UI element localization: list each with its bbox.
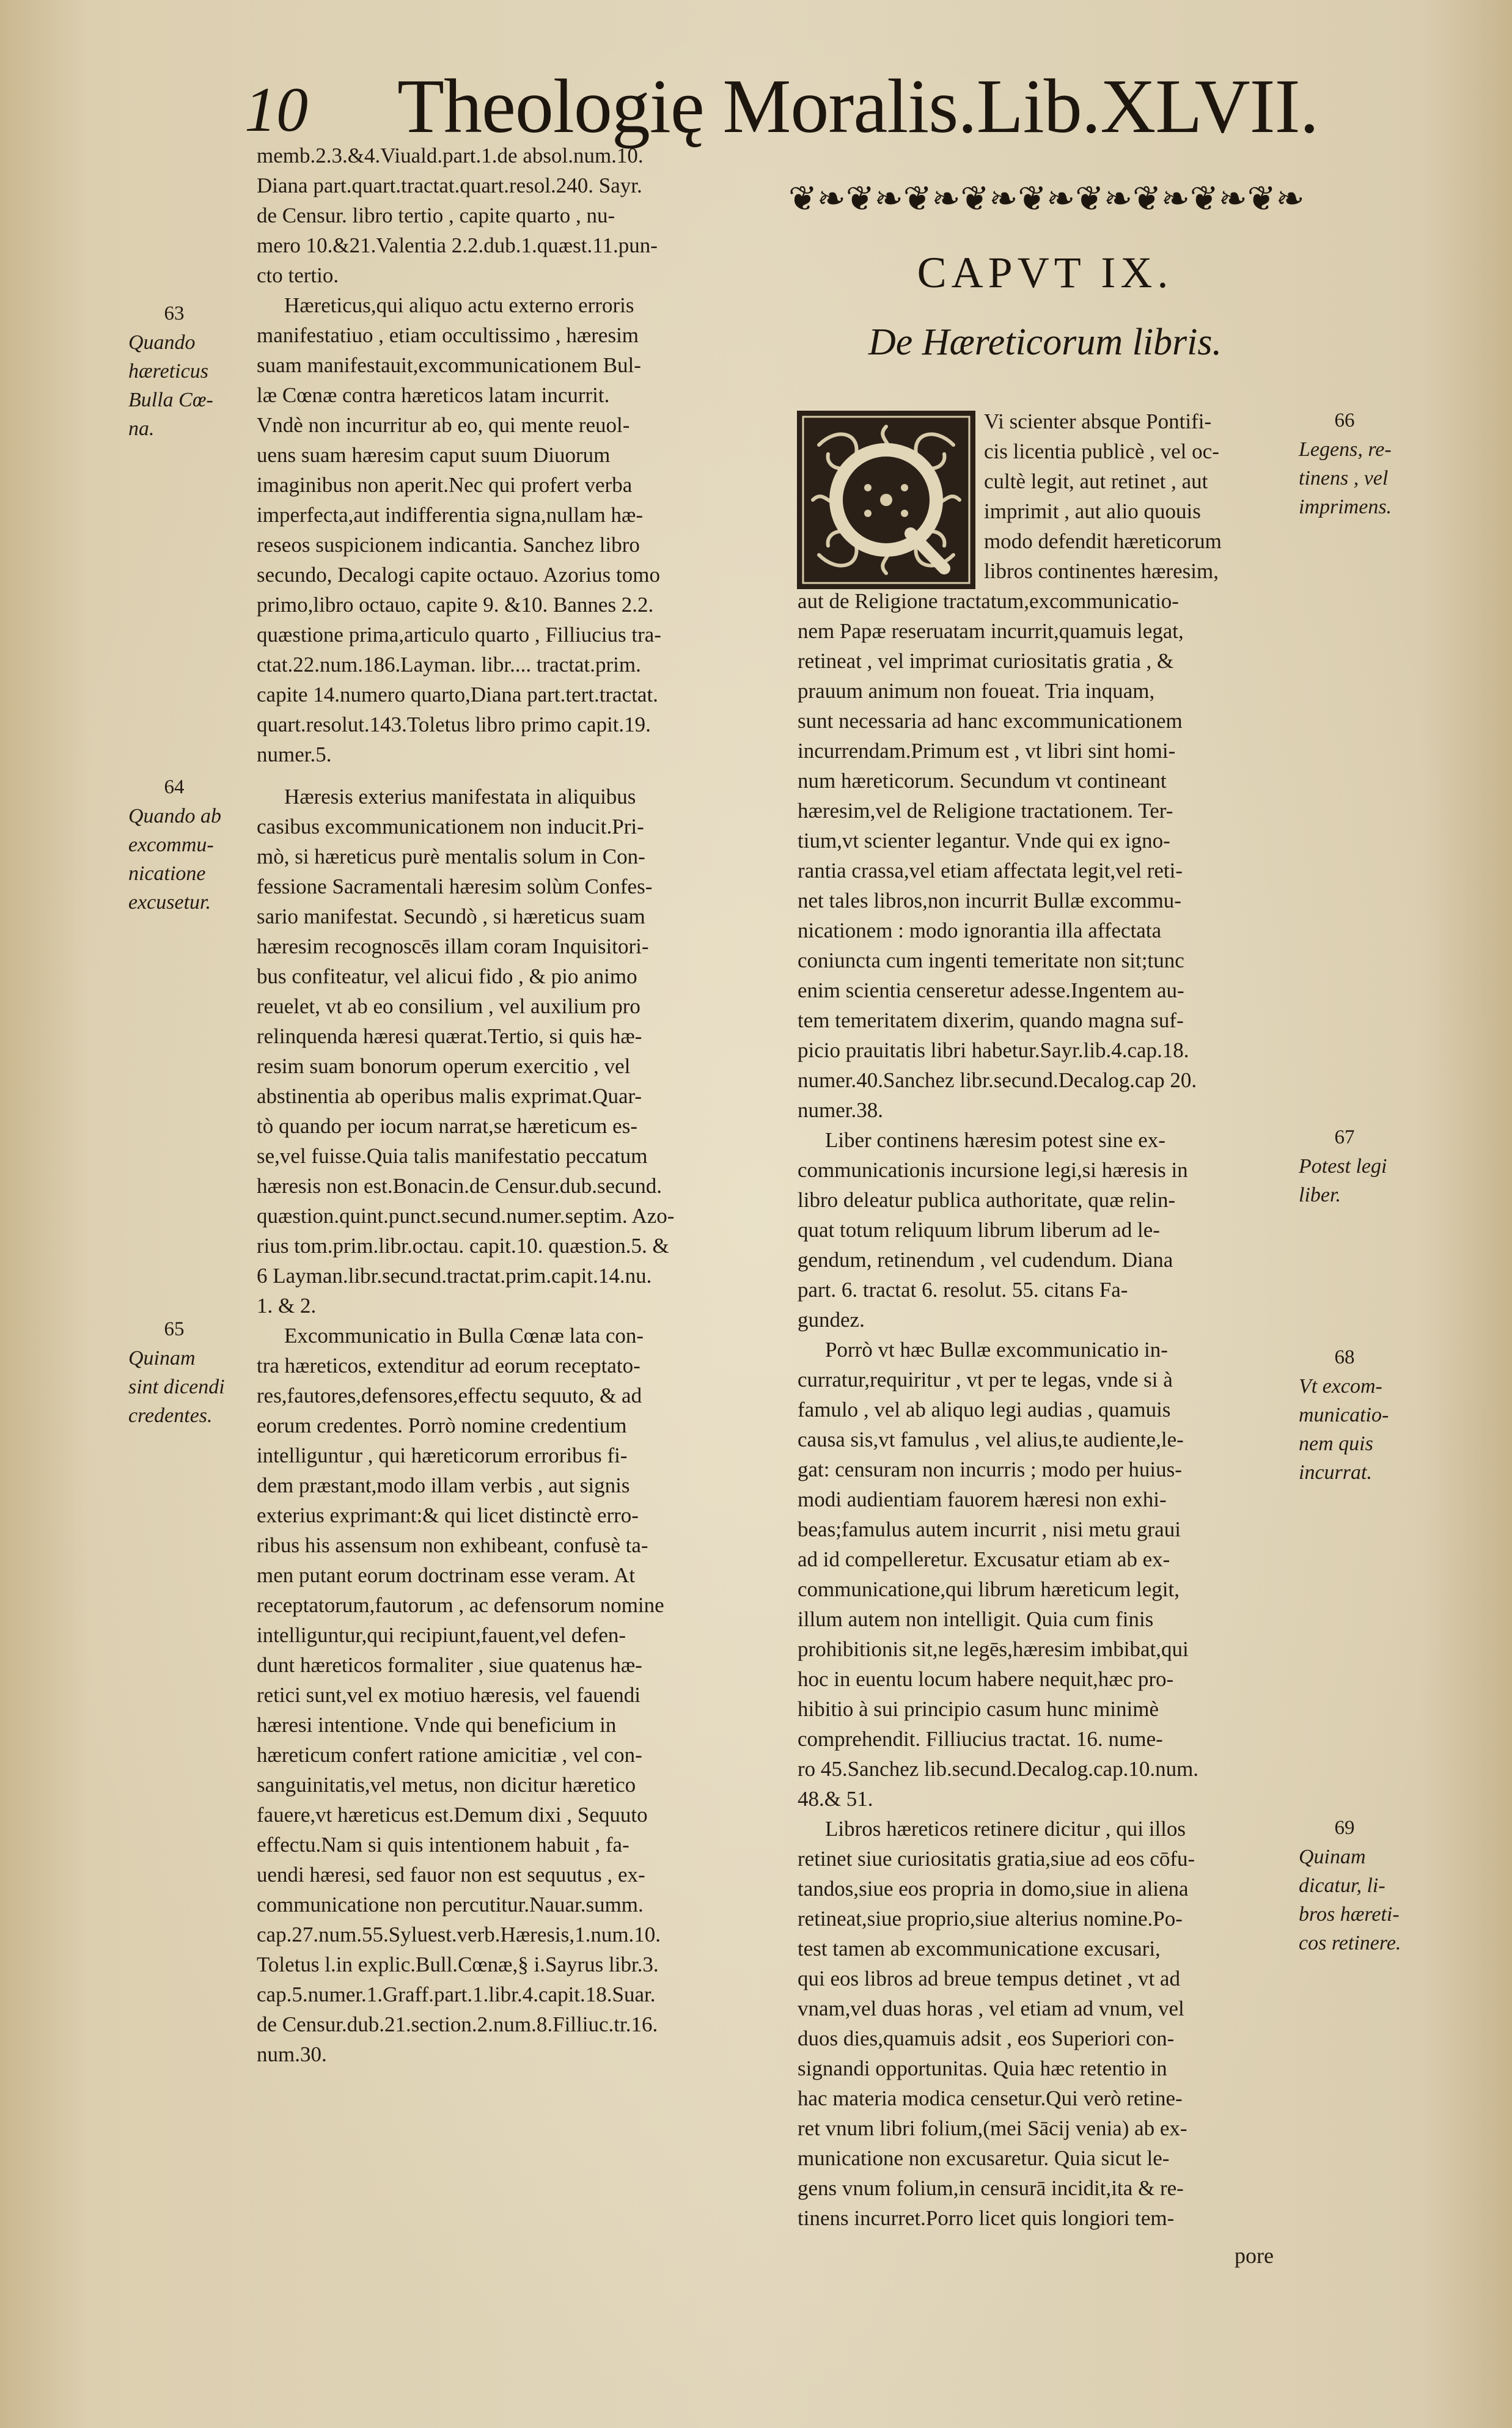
margin-note-number: 67 xyxy=(1334,1126,1355,1148)
text-line: manifestatiuo , etiam occultissimo , hæresim xyxy=(257,323,639,347)
text-line: retineat,siue proprio,siue alterius nomine.Po- xyxy=(798,1907,1183,1931)
margin-note-number: 65 xyxy=(164,1318,185,1340)
text-line: picio prauitatis libri habetur.Sayr.lib.4.cap.18. xyxy=(798,1038,1189,1062)
ornament-fleuron-icon: ❦ xyxy=(903,178,932,219)
text-line: beas;famulus autem incurrit , nisi metu graui xyxy=(798,1517,1181,1541)
left-column xyxy=(257,141,764,2069)
ornament-fleuron-icon: ❧ xyxy=(931,178,961,219)
margin-note-line: cos retinere. xyxy=(1299,1932,1401,1954)
text-line: ctat.22.num.186.Layman. libr.... tractat.prim. xyxy=(257,653,641,677)
text-line: num.30. xyxy=(257,2042,327,2066)
margin-note-line: Legens, re- xyxy=(1299,438,1392,461)
text-line: modi audientiam fauorem hæresi non exhi- xyxy=(798,1487,1167,1511)
text-line: retinet siue curiositatis gratia,siue ad eos cōfu- xyxy=(798,1847,1195,1871)
text-line: duos dies,quamuis adsit , eos Superiori con- xyxy=(798,2026,1175,2050)
text-line: libro deleatur publica authoritate, quæ relin- xyxy=(798,1188,1176,1212)
margin-note-line: na. xyxy=(128,417,155,440)
text-line: quat totum reliquum librum liberum ad le- xyxy=(798,1218,1160,1242)
margin-note-line: Bulla Cœ- xyxy=(128,389,213,411)
text-line: gens vnum folium,in censurā incidit,ita & re- xyxy=(798,2176,1184,2200)
text-line: intelliguntur , qui hæreticorum erroribus fi- xyxy=(257,1443,628,1467)
text-line: de Censur. libro tertio , capite quarto , nu- xyxy=(257,204,615,227)
margin-note-number: 64 xyxy=(164,776,185,798)
text-line: sunt necessaria ad hanc excommunicationem xyxy=(798,709,1183,733)
text-line: casibus excommunicationem non inducit.Pri- xyxy=(257,815,644,838)
margin-note-line: imprimens. xyxy=(1299,496,1392,518)
text-line: num hæreticorum. Secundum vt contineant xyxy=(798,769,1167,793)
margin-note-line: tinens , vel xyxy=(1299,467,1389,490)
text-line: tinens incurret.Porro licet quis longiori tem- xyxy=(798,2206,1175,2230)
text-line: tandos,siue eos propria in domo,siue in aliena xyxy=(798,1877,1189,1901)
text-line: aut de Religione tractatum,excommunicatio- xyxy=(798,589,1179,613)
text-line: relinquenda hæresi quærat.Tertio, si quis hæ- xyxy=(257,1024,642,1048)
text-line: secundo, Decalogi capite octauo. Azorius tomo xyxy=(257,563,660,587)
text-line: quæstione prima,articulo quarto , Filliucius tra- xyxy=(257,623,661,647)
text-line: capite 14.numero quarto,Diana part.tert.tractat. xyxy=(257,683,658,706)
text-line: tem temeritatem dixerim, quando magna suf- xyxy=(798,1008,1184,1032)
text-line: uendi hæresi, sed fauor non est sequutus , ex- xyxy=(257,1863,645,1887)
text-line: Porrò vt hæc Bullæ excommunicatio in- xyxy=(825,1338,1168,1362)
text-line: quart.resolut.143.Toletus libro primo capit.19. xyxy=(257,713,651,736)
text-line: fessione Sacramentali hæresim solùm Confes- xyxy=(257,875,653,898)
margin-note-line: municatio- xyxy=(1299,1404,1389,1426)
text-line: incurrendam.Primum est , vt libri sint homi- xyxy=(798,739,1176,763)
text-line: numer.38. xyxy=(798,1098,883,1122)
ornament-fleuron-icon: ❧ xyxy=(817,178,846,219)
ornament-fleuron-icon: ❦ xyxy=(1247,178,1276,219)
margin-note-line: incurrat. xyxy=(1299,1461,1372,1484)
margin-note-line: nicatione xyxy=(128,862,206,885)
text-line: curratur,requiritur , vt per te legas, vnde si à xyxy=(798,1368,1173,1392)
decorative-ornament-band xyxy=(788,177,1305,220)
text-line: Vndè non incurritur ab eo, qui mente reuol- xyxy=(257,413,630,437)
text-line: retici sunt,vel ex motiuo hæresis, vel fauendi xyxy=(257,1683,640,1707)
margin-note-line: sint dicendi xyxy=(128,1376,225,1398)
text-line: libros continentes hæresim, xyxy=(984,559,1219,583)
paragraph-gap xyxy=(257,769,764,782)
text-line: ro 45.Sanchez lib.secund.Decalog.cap.10.num. xyxy=(798,1757,1199,1781)
text-line: sario manifestat. Secundò , si hæreticus suam xyxy=(257,904,645,928)
margin-note-number: 63 xyxy=(164,303,185,325)
text-line: rantia crassa,vel etiam affectata legit,vel reti- xyxy=(798,859,1183,882)
ornament-fleuron-icon: ❧ xyxy=(1275,178,1305,219)
chapter-heading: CAPVT IX. xyxy=(917,248,1173,297)
text-line: 1. & 2. xyxy=(257,1294,317,1318)
text-line: qui eos libros ad breue tempus detinet , vt ad xyxy=(798,1967,1180,1990)
ornament-fleuron-icon: ❦ xyxy=(1132,178,1161,219)
text-line: effectu.Nam si quis intentionem habuit , fa- xyxy=(257,1833,629,1857)
running-title: Theologię Moralis.Lib.XLVII. xyxy=(397,64,1319,149)
text-line: res,fautores,defensores,effectu sequuto, & ad xyxy=(257,1384,642,1407)
text-line: suam manifestauit,excommunicationem Bul- xyxy=(257,353,641,377)
text-line: dunt hæreticos formaliter , siue quatenus hæ- xyxy=(257,1653,642,1677)
ornament-fleuron-icon: ❧ xyxy=(989,178,1018,219)
margin-note-line: excusetur. xyxy=(128,891,211,914)
text-line: sanguinitatis,vel metus, non dicitur hæretico xyxy=(257,1773,636,1797)
margin-note-line: Quando ab xyxy=(128,805,222,827)
text-line: resim suam bonorum operum exercitio , vel xyxy=(257,1054,631,1078)
text-line: ribus his assensum non exhibeant, confusè ta- xyxy=(257,1533,648,1557)
text-line: primo,libro octauo, capite 9. &10. Bannes 2.2. xyxy=(257,593,654,617)
text-line: Vi scienter absque Pontifi- xyxy=(984,409,1212,433)
margin-note-line: Quinam xyxy=(128,1347,196,1370)
text-line: nicationem : modo ignorantia illa affectata xyxy=(798,919,1162,942)
text-line: comprehendit. Filliucius tractat. 16. nume- xyxy=(798,1727,1163,1751)
margin-note-63 xyxy=(128,299,251,443)
text-line: receptatorum,fautorum , ac defensorum nomine xyxy=(257,1593,664,1617)
text-line: eorum credentes. Porrò nomine credentium xyxy=(257,1414,627,1437)
margin-note-line: Vt excom- xyxy=(1299,1375,1382,1398)
ornament-fleuron-icon: ❦ xyxy=(1075,178,1104,219)
margin-note-number: 68 xyxy=(1334,1346,1355,1368)
ornament-fleuron-icon: ❦ xyxy=(960,178,989,219)
text-line: net tales libros,non incurrit Bullæ excommu- xyxy=(798,889,1181,912)
ornament-fleuron-icon: ❧ xyxy=(1161,178,1190,219)
margin-note-69 xyxy=(1299,1814,1421,1957)
text-line: imperfecta,aut indifferentia signa,nullam hæ- xyxy=(257,503,644,527)
text-line: men putant eorum doctrinam esse veram. At xyxy=(257,1563,636,1587)
text-line: communicatione non percutitur.Nauar.summ. xyxy=(257,1893,644,1916)
margin-note-line: excommu- xyxy=(128,834,214,856)
margin-note-line: Quinam xyxy=(1299,1846,1366,1868)
text-line: imprimit , aut alio quouis xyxy=(984,499,1201,523)
text-line: reseos suspicionem indicantia. Sanchez libro xyxy=(257,533,640,557)
ornament-fleuron-icon: ❧ xyxy=(874,178,903,219)
text-line: illum autem non intelligit. Quia cum finis xyxy=(798,1607,1154,1631)
margin-note-66 xyxy=(1299,406,1421,521)
catchword: pore xyxy=(1235,2243,1274,2268)
text-line: nem Papæ reseruatam incurrit,quamuis legat, xyxy=(798,619,1184,643)
margin-note-number: 69 xyxy=(1334,1817,1355,1839)
text-line: mò, si hæreticus purè mentalis solum in Con- xyxy=(257,845,645,868)
text-line: cultè legit, aut retinet , aut xyxy=(984,469,1208,493)
text-line: cap.27.num.55.Syluest.verb.Hæresis,1.num.10. xyxy=(257,1923,661,1946)
text-line: hæresi intentione. Vnde qui beneficium in xyxy=(257,1713,617,1737)
text-line: vnam,vel duas horas , vel etiam ad vnum, vel xyxy=(798,1997,1184,2020)
margin-note-68 xyxy=(1299,1343,1421,1487)
text-line: reuelet, vt ab eo consilium , vel auxilium pro xyxy=(257,994,640,1018)
text-line: Hæresis exterius manifestata in aliquibus xyxy=(284,785,636,809)
text-line: memb.2.3.&4.Viuald.part.1.de absol.num.10. xyxy=(257,144,644,167)
text-line: hæresis non est.Bonacin.de Censur.dub.secund. xyxy=(257,1174,662,1198)
margin-note-line: credentes. xyxy=(128,1404,213,1427)
margin-note-line: hæreticus xyxy=(128,360,208,383)
text-line: communicationis incursione legi,si hæresis in xyxy=(798,1158,1188,1182)
margin-note-64 xyxy=(128,773,251,917)
text-line: Toletus l.in explic.Bull.Cœnæ,§ i.Sayrus libr.3. xyxy=(257,1953,659,1976)
margin-note-65 xyxy=(128,1315,251,1430)
text-line: causa sis,vt famulus , vel alius,te audiente,le- xyxy=(798,1428,1184,1451)
text-line: Libros hæreticos retinere dicitur , qui illos xyxy=(825,1817,1186,1841)
margin-note-line: bros hæreti- xyxy=(1299,1903,1400,1926)
text-line: de Censur.dub.21.section.2.num.8.Filliuc.tr.16. xyxy=(257,2012,658,2036)
ornament-fleuron-icon: ❦ xyxy=(1018,178,1047,219)
text-line: ad id compelleretur. Excusatur etiam ab ex- xyxy=(798,1547,1170,1571)
text-line: 6 Layman.libr.secund.tractat.prim.capit.14.nu. xyxy=(257,1264,652,1288)
text-line: cis licentia publicè , vel oc- xyxy=(984,439,1219,463)
ornament-fleuron-icon: ❧ xyxy=(1218,178,1247,219)
text-line: læ Cœnæ contra hæreticos latam incurrit. xyxy=(257,383,610,407)
text-line: intelliguntur,qui recipiunt,fauent,vel defen- xyxy=(257,1623,626,1647)
page-header xyxy=(244,64,1319,149)
text-line: fauere,vt hæreticus est.Demum dixi , Sequuto xyxy=(257,1803,648,1827)
margin-note-67 xyxy=(1299,1123,1421,1209)
text-line: gendum, retinendum , vel cudendum. Diana xyxy=(798,1248,1173,1272)
text-line: numer.40.Sanchez libr.secund.Decalog.cap 20. xyxy=(798,1068,1197,1092)
text-line: Hæreticus,qui aliquo actu externo erroris xyxy=(284,293,634,317)
text-line: prauum animum non foueat. Tria inquam, xyxy=(798,679,1155,703)
text-line: numer.5. xyxy=(257,743,332,766)
text-line: famulo , vel ab aliquo legi audias , quamuis xyxy=(798,1398,1171,1421)
text-line: uens suam hæresim caput suum Diuorum xyxy=(257,443,611,467)
ornament-fleuron-icon: ❧ xyxy=(1104,178,1133,219)
text-line: test tamen ab excommunicatione excusari, xyxy=(798,1937,1161,1960)
text-line: municatione non excusaretur. Quia sicut le- xyxy=(798,2146,1170,2170)
text-line: cap.5.numer.1.Graff.part.1.libr.4.capit.18.Suar. xyxy=(257,1982,656,2006)
text-line: Diana part.quart.tractat.quart.resol.240. Sayr. xyxy=(257,174,642,197)
text-line: modo defendit hæreticorum xyxy=(984,529,1222,553)
margin-note-line: Potest legi xyxy=(1299,1155,1387,1178)
ornament-fleuron-icon: ❦ xyxy=(1189,178,1219,219)
text-line: ret vnum libri folium,(mei Sācij venia) ab ex- xyxy=(798,2116,1187,2140)
margin-note-line: nem quis xyxy=(1299,1432,1373,1455)
ornament-fleuron-icon: ❧ xyxy=(1046,178,1076,219)
text-line: hoc in euentu locum habere nequit,hæc pro- xyxy=(798,1667,1174,1691)
text-line: enim scientia censeretur adesse.Ingentem au- xyxy=(798,978,1184,1002)
text-line: hæreticum confert ratione amicitiæ , vel con- xyxy=(257,1743,642,1767)
margin-note-number: 66 xyxy=(1334,409,1355,431)
text-line: tra hæreticos, extenditur ad eorum receptato- xyxy=(257,1354,640,1377)
text-line: 48.& 51. xyxy=(798,1787,873,1811)
text-line: Liber continens hæresim potest sine ex- xyxy=(825,1128,1165,1152)
margin-note-line: liber. xyxy=(1299,1184,1341,1206)
text-line: dem præstant,modo illam verbis , aut signis xyxy=(257,1473,630,1497)
ornament-fleuron-icon: ❦ xyxy=(788,178,817,219)
text-line: prohibitionis sit,ne legēs,hæresim imbibat,qui xyxy=(798,1637,1189,1661)
text-line: se,vel fuisse.Quia talis manifestatio peccatum xyxy=(257,1144,648,1168)
page-number: 10 xyxy=(244,75,308,145)
text-line: tò quando per iocum narrat,se hæreticum es- xyxy=(257,1114,637,1138)
text-line: imaginibus non aperit.Nec qui profert verba xyxy=(257,473,633,497)
text-line: quæstion.quint.punct.secund.numer.septim. Azo- xyxy=(257,1204,675,1228)
text-line: tium,vt scienter legantur. Vnde qui ex igno- xyxy=(798,829,1170,853)
text-line: Excommunicatio in Bulla Cœnæ lata con- xyxy=(284,1324,644,1348)
text-line: hibitio à sui principio casum hunc minimè xyxy=(798,1697,1159,1721)
text-line: retineat , vel imprimat curiositatis gratia , & xyxy=(798,649,1174,673)
text-line: signandi opportunitas. Quia hæc retentio in xyxy=(798,2056,1167,2080)
margin-note-line: dicatur, li- xyxy=(1299,1874,1385,1897)
text-line: coniuncta cum ingenti temeritate non sit;tunc xyxy=(798,948,1184,972)
text-line: hæresim recognoscēs illam coram Inquisitori- xyxy=(257,934,649,958)
text-line: mero 10.&21.Valentia 2.2.dub.1.quæst.11.pun- xyxy=(257,233,658,257)
text-line: gundez. xyxy=(798,1308,865,1332)
text-line: communicatione,qui librum hæreticum legit, xyxy=(798,1577,1180,1601)
text-line: gat: censuram non incurris ; modo per huius- xyxy=(798,1458,1182,1481)
text-line: bus confiteatur, vel alicui fido , & pio animo xyxy=(257,964,637,988)
text-line: exterius exprimant:& qui licet distinctè erro- xyxy=(257,1503,639,1527)
text-line: hac materia modica censetur.Qui verò retine- xyxy=(798,2086,1183,2110)
ornament-fleuron-icon: ❦ xyxy=(845,178,875,219)
text-line: cto tertio. xyxy=(257,263,339,287)
text-line: hæresim,vel de Religione tractationem. Ter- xyxy=(798,799,1173,823)
margin-note-line: Quando xyxy=(128,331,196,354)
right-column xyxy=(798,406,1299,2233)
text-line: part. 6. tractat 6. resolut. 55. citans Fa- xyxy=(798,1278,1128,1302)
text-line: rius tom.prim.libr.octau. capit.10. quæstion.5. & xyxy=(257,1234,669,1258)
text-line: abstinentia ab operibus malis exprimat.Quar- xyxy=(257,1084,642,1108)
chapter-subtitle: De Hæreticorum libris. xyxy=(868,321,1222,363)
